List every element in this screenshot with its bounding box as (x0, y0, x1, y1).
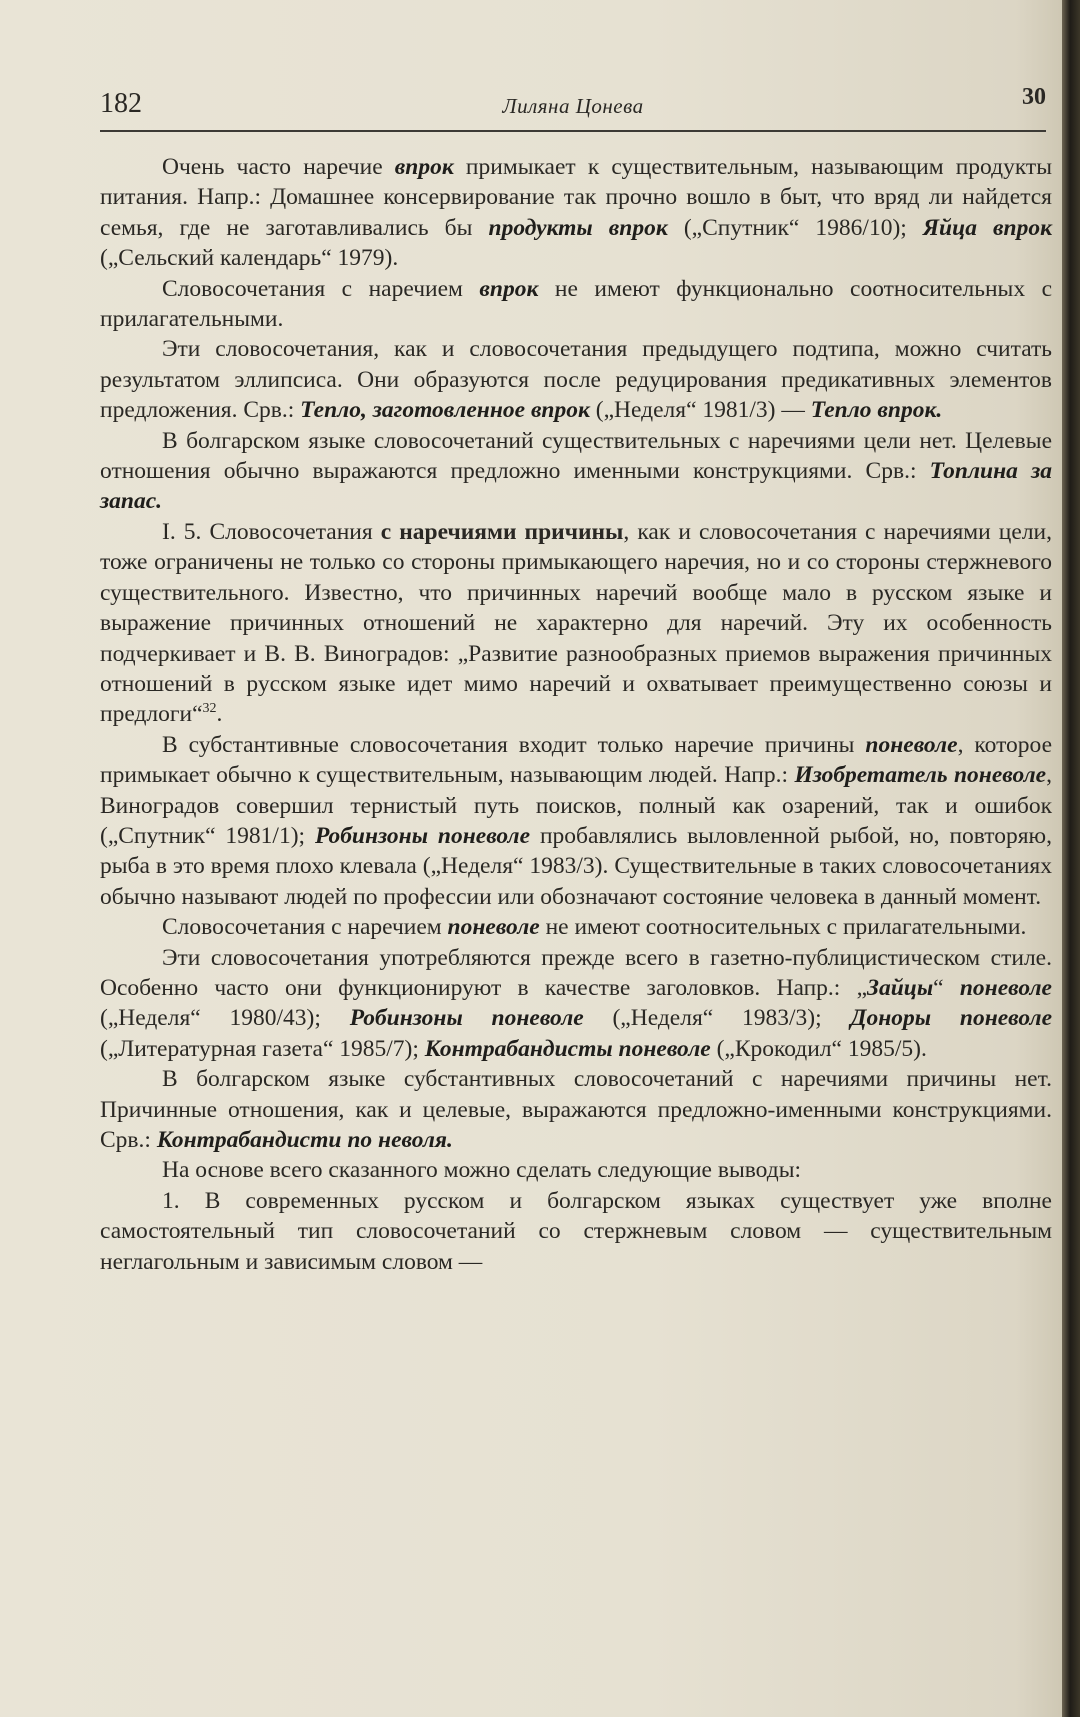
italic-term: поневоле (447, 914, 540, 941)
text-span: Эти словосочетания, как и словосочетания предыдущего подтипа, можно считать результатом эллипсиса. Они образуются после редуцирования предикативных элементов предложения. Срв.: (100, 336, 1052, 424)
text-span: , которое примыкает обычно к существительным, называющим людей. Напр.: (100, 731, 1052, 789)
italic-term: поневоле (865, 731, 958, 758)
text-span: Словосочетания с наречием (162, 914, 448, 941)
italic-term: Тепло, заготовленное впрок (300, 397, 590, 424)
text-span: “ (933, 974, 960, 1001)
italic-term: Робинзоны поневоле (314, 822, 531, 849)
paragraph-9 (100, 1064, 1052, 1155)
text-span: примыкает к существительным, называющим продукты питания. Напр.: Домашнее консервирование так прочно вошло в быт, что вряд ли найдется семья, где не заготавливались бы (100, 154, 1052, 241)
italic-term: Тепло впрок. (810, 397, 943, 424)
italic-term: Изобретатель поневоле (794, 762, 1047, 789)
text-span: („Спутник“ 1986/10); (667, 214, 923, 241)
paragraph-11 (100, 1186, 1052, 1277)
text-span: пробавлялись выловленной рыбой, но, повторяю, рыба в это время плохо клевала („Неделя“ 1983/3). Существительные в таких словосочетаниях обычно называют людей по профессии или обозначают состояние человека в данный момент. (100, 822, 1052, 910)
text-span: („Крокодил“ 1985/5). (710, 1035, 927, 1062)
italic-term: Зайцы (867, 974, 934, 1001)
italic-term: продукты впрок (488, 214, 668, 241)
italic-term: Яйца впрок (922, 214, 1052, 241)
folio-mark: 30 (1022, 84, 1046, 110)
text-span: Очень часто наречие (162, 154, 395, 180)
text-span: В болгарском языке субстантивных словосочетаний с наречиями причины нет. Причинные отношения, как и целевые, выражаются предложно-именными конструкциями. Срв.: (100, 1066, 1052, 1153)
paragraph-6 (100, 730, 1052, 912)
text-span: . (216, 701, 223, 728)
body-text (100, 152, 1052, 1277)
paragraph-1 (100, 152, 1052, 274)
text-span: („Неделя“ 1980/43); (100, 1005, 350, 1032)
italic-term: Контрабандисти по неволя. (156, 1127, 453, 1153)
text-span: , Виноградов совершил тернистый путь поисков, полный как озарений, так и ошибок („Спутник“ 1981/1); (100, 762, 1052, 849)
italic-term: Топлина за запас. (100, 458, 1053, 515)
book-spine-edge (1062, 0, 1080, 1717)
paragraph-4 (100, 426, 1052, 517)
italic-term: Контрабандисты поневоле (424, 1035, 711, 1062)
italic-term: впрок (394, 154, 454, 180)
italic-term: Робинзоны поневоле (349, 1005, 584, 1032)
page-number: 182 (100, 88, 142, 119)
text-span: („Литературная газета“ 1985/7); (100, 1035, 425, 1062)
paragraph-10 (100, 1155, 1052, 1185)
text-span: („Неделя“ 1981/3) — (589, 397, 811, 424)
text-span: не имеют соотносительных с прилагательными. (539, 914, 1027, 941)
text-span: , как и словосочетания с наречиями цели, тоже ограничены не только со стороны примыкающего наречия, но и со стороны стержневого существительного. Известно, что причинных наречий вообще мало в русском языке и выражение причинных отношений не характерно для наречий. Эту их особенность подчеркивает и В. В. Виноградов: „Развитие разнообразных приемов выражения причинных отношений в русском языке идет мимо наречий и охватывает преимущественно союзы и предлоги“ (100, 518, 1052, 728)
bold-term: с наречиями причины (380, 518, 624, 545)
running-head: Лиляна Цонева (502, 94, 644, 118)
italic-term: впрок (479, 275, 539, 302)
text-span: В болгарском языке словосочетаний существительных с наречиями цели нет. Целевые отношения обычно выражаются предложно именными конструкциями. Срв.: (100, 427, 1052, 485)
text-span: I. 5. Словосочетания (162, 518, 381, 545)
italic-term: поневоле (959, 974, 1052, 1001)
footnote-ref: 32 (202, 701, 217, 717)
text-span: Эти словосочетания употребляются прежде всего в газетно-публицистическом стиле. Особенно часто они функционируют в качестве заголовков. Напр.: „ (100, 944, 1052, 1001)
text-span: Словосочетания с наречием (162, 275, 480, 302)
text-span: не имеют функционально соотносительных с прилагательными. (100, 275, 1053, 333)
paragraph-3 (100, 334, 1052, 425)
text-span: 1. В современных русском и болгарском языках существует уже вполне самостоятельный тип словосочетаний со стержневым словом — существительным неглагольным и зависимым словом — (100, 1187, 1052, 1275)
text-span: („Неделя“ 1983/3); (583, 1005, 851, 1032)
text-span: („Сельский календарь“ 1979). (100, 245, 399, 272)
paragraph-5 (100, 517, 1052, 730)
text-span: На основе всего сказанного можно сделать следующие выводы: (162, 1157, 802, 1184)
paragraph-8 (100, 943, 1052, 1065)
paragraph-7 (100, 912, 1052, 942)
italic-term: Доноры поневоле (850, 1005, 1053, 1032)
page-header (100, 84, 1046, 132)
text-span: В субстантивные словосочетания входит только наречие причины (162, 731, 866, 758)
paragraph-2 (100, 274, 1052, 335)
